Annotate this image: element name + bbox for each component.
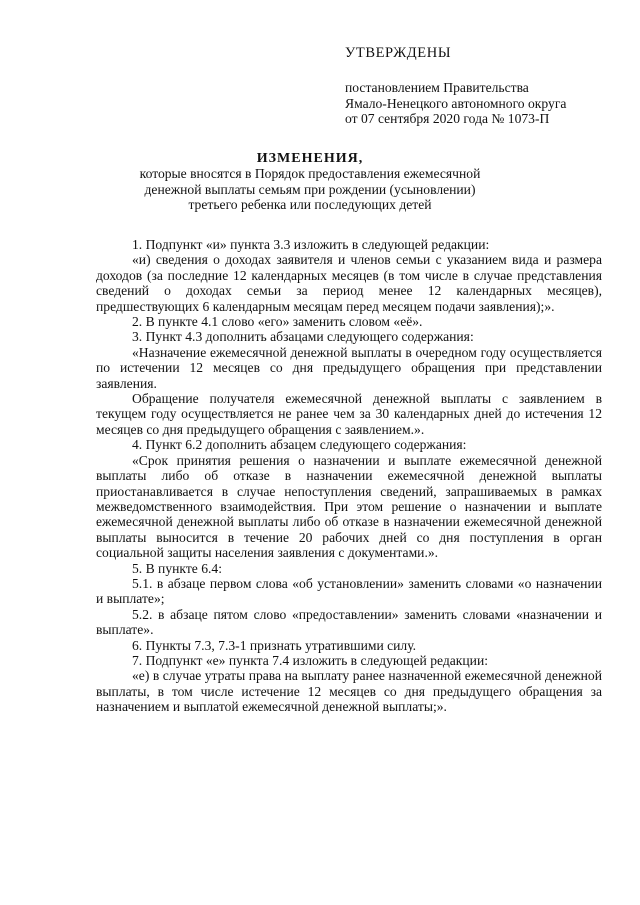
paragraph: 5.1. в абзаце первом слова «об установлении» заменить словами «о назначении и выплате»; — [96, 575, 602, 607]
paragraph: 3. Пункт 4.3 дополнить абзацами следующего содержания: — [132, 329, 474, 345]
document-subtitle-line: денежной выплаты семьям при рождении (усыновлении) — [144, 181, 476, 197]
paragraph: «Срок принятия решения о назначении и выплате ежемесячной денежной выплаты либо об отказе в назначении ежемесячной денежной выплаты приостанавливается в случае непоступления сведений, запрашиваемых в рамках межведомственного взаимодействия. При этом решение о назначении и выплате ежемесячной денежной выплаты либо об отказе в назначении ежемесячной денежной выплаты выносится в течение 20 рабочих дней со дня поступления в орган социальной защиты населения заявления с документами.». — [96, 452, 602, 561]
paragraph: 4. Пункт 6.2 дополнить абзацем следующего содержания: — [132, 437, 467, 453]
document-subtitle-line: третьего ребенка или последующих детей — [188, 197, 432, 213]
document-title: ИЗМЕНЕНИЯ, — [256, 151, 364, 166]
paragraph: 7. Подпункт «е» пункта 7.4 изложить в следующей редакции: — [132, 652, 488, 668]
document-title-block — [100, 151, 520, 213]
paragraph: «и) сведения о доходах заявителя и членов семьи с указанием вида и размера доходов (за последние 12 календарных месяцев (в том числе в случае представления сведений о доходах семьи за период менее 12 календарных месяцев), предшествующих 6 календарным месяцам перед месяцем подачи заявления);». — [96, 252, 602, 314]
paragraph: 2. В пункте 4.1 слово «его» заменить словом «её». — [132, 314, 423, 330]
document-body — [96, 237, 602, 715]
paragraph: 5.2. в абзаце пятом слово «предоставлении» заменить словами «назначении и выплате». — [96, 606, 602, 638]
approval-heading: УТВЕРЖДЕНЫ — [345, 45, 452, 61]
paragraph: Обращение получателя ежемесячной денежной выплаты с заявлением в текущем году осуществляется не ранее чем за 30 календарных дней до истечения 12 месяцев со дня предыдущего обращения с заявлением.». — [96, 391, 602, 437]
paragraph: 6. Пункты 7.3, 7.3-1 признать утратившими силу. — [132, 637, 417, 653]
approval-line: постановлением Правительства — [345, 80, 529, 96]
paragraph: 5. В пункте 6.4: — [132, 560, 222, 576]
document-subtitle-line: которые вносятся в Порядок предоставления ежемесячной — [139, 166, 481, 182]
paragraph: «Назначение ежемесячной денежной выплаты в очередном году осуществляется по истечении 12 месяцев со дня предыдущего обращения при представлении заявления. — [96, 344, 602, 391]
approval-stamp — [345, 46, 625, 127]
approval-line: Ямало-Ненецкого автономного округа — [345, 95, 567, 111]
paragraph: 1. Подпункт «и» пункта 3.3 изложить в следующей редакции: — [132, 237, 490, 252]
paragraph: «е) в случае утраты права на выплату ранее назначенной ежемесячной денежной выплаты, в том числе истечение 12 месяцев со дня предыдущего обращения за назначением и выплатой ежемесячной денежной выплаты;». — [96, 668, 602, 715]
approval-line: от 07 сентября 2020 года № 1073-П — [345, 111, 550, 127]
